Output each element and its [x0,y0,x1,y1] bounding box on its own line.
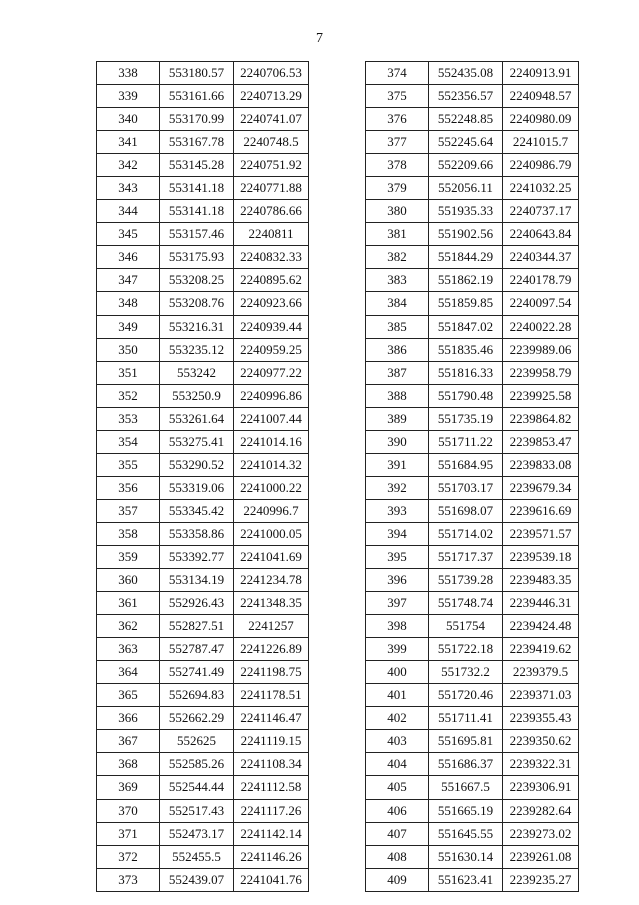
x-coordinate-cell: 552356.57 [429,85,503,108]
table-row [97,684,309,707]
x-coordinate-cell: 551935.33 [429,200,503,223]
x-coordinate-cell: 553145.28 [160,154,234,177]
point-number-cell: 362 [97,615,160,638]
y-coordinate-cell: 2240986.79 [503,154,579,177]
point-number-cell: 374 [366,62,429,85]
y-coordinate-cell: 2241015.7 [503,131,579,154]
point-number-cell: 404 [366,753,429,776]
y-coordinate-cell: 2240895.62 [234,269,309,292]
y-coordinate-cell: 2240748.5 [234,131,309,154]
table-row [366,822,579,845]
table-row [97,269,309,292]
point-number-cell: 394 [366,522,429,545]
y-coordinate-cell: 2240022.28 [503,315,579,338]
point-number-cell: 372 [97,845,160,868]
coordinates-table-right [365,61,579,892]
point-number-cell: 382 [366,246,429,269]
point-number-cell: 392 [366,476,429,499]
y-coordinate-cell: 2239958.79 [503,361,579,384]
point-number-cell: 390 [366,430,429,453]
table-row [97,85,309,108]
point-number-cell: 393 [366,499,429,522]
x-coordinate-cell: 551623.41 [429,868,503,891]
point-number-cell: 371 [97,822,160,845]
y-coordinate-cell: 2239350.62 [503,730,579,753]
y-coordinate-cell: 2241032.25 [503,177,579,200]
point-number-cell: 346 [97,246,160,269]
y-coordinate-cell: 2239616.69 [503,499,579,522]
x-coordinate-cell: 552827.51 [160,615,234,638]
table-row [97,799,309,822]
x-coordinate-cell: 551739.28 [429,569,503,592]
x-coordinate-cell: 551684.95 [429,453,503,476]
x-coordinate-cell: 553161.66 [160,85,234,108]
table-row [97,661,309,684]
x-coordinate-cell: 551665.19 [429,799,503,822]
point-number-cell: 398 [366,615,429,638]
x-coordinate-cell: 553167.78 [160,131,234,154]
x-coordinate-cell: 551835.46 [429,338,503,361]
point-number-cell: 384 [366,292,429,315]
point-number-cell: 353 [97,407,160,430]
table-row [366,522,579,545]
y-coordinate-cell: 2241041.76 [234,868,309,891]
y-coordinate-cell: 2239419.62 [503,638,579,661]
x-coordinate-cell: 553261.64 [160,407,234,430]
x-coordinate-cell: 553216.31 [160,315,234,338]
x-coordinate-cell: 553141.18 [160,177,234,200]
y-coordinate-cell: 2241000.22 [234,476,309,499]
x-coordinate-cell: 553242 [160,361,234,384]
table-row [366,661,579,684]
y-coordinate-cell: 2239833.08 [503,453,579,476]
x-coordinate-cell: 551714.02 [429,522,503,545]
y-coordinate-cell: 2239571.57 [503,522,579,545]
point-number-cell: 345 [97,223,160,246]
table-row [97,62,309,85]
y-coordinate-cell: 2240643.84 [503,223,579,246]
x-coordinate-cell: 553345.42 [160,499,234,522]
table-row [366,246,579,269]
point-number-cell: 389 [366,407,429,430]
y-coordinate-cell: 2241119.15 [234,730,309,753]
table-row [366,569,579,592]
point-number-cell: 342 [97,154,160,177]
x-coordinate-cell: 551790.48 [429,384,503,407]
point-number-cell: 377 [366,131,429,154]
point-number-cell: 396 [366,569,429,592]
x-coordinate-cell: 552435.08 [429,62,503,85]
table-row [366,453,579,476]
table-row [366,545,579,568]
y-coordinate-cell: 2240811 [234,223,309,246]
point-number-cell: 355 [97,453,160,476]
table-row [97,615,309,638]
y-coordinate-cell: 2241198.75 [234,661,309,684]
x-coordinate-cell: 553319.06 [160,476,234,499]
y-coordinate-cell: 2239446.31 [503,592,579,615]
x-coordinate-cell: 551630.14 [429,845,503,868]
point-number-cell: 364 [97,661,160,684]
y-coordinate-cell: 2240771.88 [234,177,309,200]
x-coordinate-cell: 551862.19 [429,269,503,292]
x-coordinate-cell: 552473.17 [160,822,234,845]
point-number-cell: 339 [97,85,160,108]
table-row [97,223,309,246]
table-row [366,154,579,177]
table-row [366,615,579,638]
table-row [97,499,309,522]
y-coordinate-cell: 2239989.06 [503,338,579,361]
point-number-cell: 399 [366,638,429,661]
x-coordinate-cell: 552662.29 [160,707,234,730]
x-coordinate-cell: 553157.46 [160,223,234,246]
y-coordinate-cell: 2240996.86 [234,384,309,407]
point-number-cell: 356 [97,476,160,499]
point-number-cell: 385 [366,315,429,338]
table-row [366,684,579,707]
y-coordinate-cell: 2241178.51 [234,684,309,707]
x-coordinate-cell: 551720.46 [429,684,503,707]
point-number-cell: 357 [97,499,160,522]
table-row [366,868,579,891]
x-coordinate-cell: 551711.22 [429,430,503,453]
x-coordinate-cell: 552926.43 [160,592,234,615]
y-coordinate-cell: 2239379.5 [503,661,579,684]
x-coordinate-cell: 551695.81 [429,730,503,753]
y-coordinate-cell: 2241112.58 [234,776,309,799]
y-coordinate-cell: 2240948.57 [503,85,579,108]
x-coordinate-cell: 551645.55 [429,822,503,845]
table-row [366,361,579,384]
y-coordinate-cell: 2241007.44 [234,407,309,430]
x-coordinate-cell: 552741.49 [160,661,234,684]
table-row [97,569,309,592]
y-coordinate-cell: 2240713.29 [234,85,309,108]
point-number-cell: 387 [366,361,429,384]
x-coordinate-cell: 551703.17 [429,476,503,499]
y-coordinate-cell: 2239679.34 [503,476,579,499]
table-row [97,868,309,891]
point-number-cell: 366 [97,707,160,730]
point-number-cell: 406 [366,799,429,822]
x-coordinate-cell: 552439.07 [160,868,234,891]
point-number-cell: 386 [366,338,429,361]
y-coordinate-cell: 2240980.09 [503,108,579,131]
table-row [366,430,579,453]
table-row [97,338,309,361]
x-coordinate-cell: 552694.83 [160,684,234,707]
table-row [366,200,579,223]
y-coordinate-cell: 2239424.48 [503,615,579,638]
point-number-cell: 400 [366,661,429,684]
point-number-cell: 380 [366,200,429,223]
y-coordinate-cell: 2240706.53 [234,62,309,85]
point-number-cell: 397 [366,592,429,615]
table-row [97,131,309,154]
point-number-cell: 351 [97,361,160,384]
y-coordinate-cell: 2240832.33 [234,246,309,269]
x-coordinate-cell: 551844.29 [429,246,503,269]
x-coordinate-cell: 551735.19 [429,407,503,430]
y-coordinate-cell: 2240913.91 [503,62,579,85]
point-number-cell: 383 [366,269,429,292]
y-coordinate-cell: 2241146.47 [234,707,309,730]
table-row [97,315,309,338]
x-coordinate-cell: 552625 [160,730,234,753]
table-row [97,730,309,753]
point-number-cell: 379 [366,177,429,200]
y-coordinate-cell: 2240996.7 [234,499,309,522]
table-row [97,292,309,315]
table-row [97,453,309,476]
coordinates-table-right-body [366,62,579,892]
point-number-cell: 376 [366,108,429,131]
point-number-cell: 368 [97,753,160,776]
y-coordinate-cell: 2241142.14 [234,822,309,845]
y-coordinate-cell: 2239483.35 [503,569,579,592]
point-number-cell: 363 [97,638,160,661]
y-coordinate-cell: 2239853.47 [503,430,579,453]
x-coordinate-cell: 552248.85 [429,108,503,131]
table-row [366,476,579,499]
point-number-cell: 348 [97,292,160,315]
y-coordinate-cell: 2240097.54 [503,292,579,315]
y-coordinate-cell: 2240977.22 [234,361,309,384]
y-coordinate-cell: 2241226.89 [234,638,309,661]
y-coordinate-cell: 2241257 [234,615,309,638]
x-coordinate-cell: 553141.18 [160,200,234,223]
table-row [366,315,579,338]
y-coordinate-cell: 2240786.66 [234,200,309,223]
x-coordinate-cell: 553180.57 [160,62,234,85]
table-row [366,845,579,868]
point-number-cell: 341 [97,131,160,154]
y-coordinate-cell: 2239261.08 [503,845,579,868]
table-row [97,707,309,730]
y-coordinate-cell: 2240737.17 [503,200,579,223]
point-number-cell: 391 [366,453,429,476]
y-coordinate-cell: 2240923.66 [234,292,309,315]
table-row [97,430,309,453]
x-coordinate-cell: 551711.41 [429,707,503,730]
table-row [97,200,309,223]
x-coordinate-cell: 553134.19 [160,569,234,592]
point-number-cell: 347 [97,269,160,292]
y-coordinate-cell: 2240939.44 [234,315,309,338]
point-number-cell: 354 [97,430,160,453]
y-coordinate-cell: 2239925.58 [503,384,579,407]
x-coordinate-cell: 551732.2 [429,661,503,684]
y-coordinate-cell: 2241108.34 [234,753,309,776]
point-number-cell: 344 [97,200,160,223]
x-coordinate-cell: 552544.44 [160,776,234,799]
table-row [97,753,309,776]
table-row [366,177,579,200]
point-number-cell: 370 [97,799,160,822]
point-number-cell: 361 [97,592,160,615]
y-coordinate-cell: 2239282.64 [503,799,579,822]
point-number-cell: 408 [366,845,429,868]
point-number-cell: 360 [97,569,160,592]
point-number-cell: 403 [366,730,429,753]
y-coordinate-cell: 2239371.03 [503,684,579,707]
y-coordinate-cell: 2241014.32 [234,453,309,476]
x-coordinate-cell: 553392.77 [160,545,234,568]
x-coordinate-cell: 551748.74 [429,592,503,615]
point-number-cell: 367 [97,730,160,753]
table-row [366,799,579,822]
table-row [366,776,579,799]
point-number-cell: 343 [97,177,160,200]
y-coordinate-cell: 2240751.92 [234,154,309,177]
y-coordinate-cell: 2241000.05 [234,522,309,545]
coordinates-table-left [96,61,309,892]
y-coordinate-cell: 2239864.82 [503,407,579,430]
y-coordinate-cell: 2241117.26 [234,799,309,822]
x-coordinate-cell: 551859.85 [429,292,503,315]
x-coordinate-cell: 553250.9 [160,384,234,407]
x-coordinate-cell: 553235.12 [160,338,234,361]
table-row [366,499,579,522]
table-row [366,384,579,407]
x-coordinate-cell: 551667.5 [429,776,503,799]
y-coordinate-cell: 2239273.02 [503,822,579,845]
table-row [97,638,309,661]
x-coordinate-cell: 552245.64 [429,131,503,154]
x-coordinate-cell: 552787.47 [160,638,234,661]
table-row [366,638,579,661]
point-number-cell: 402 [366,707,429,730]
table-row [366,85,579,108]
point-number-cell: 369 [97,776,160,799]
point-number-cell: 395 [366,545,429,568]
table-row [97,522,309,545]
y-coordinate-cell: 2241348.35 [234,592,309,615]
x-coordinate-cell: 553208.25 [160,269,234,292]
point-number-cell: 349 [97,315,160,338]
x-coordinate-cell: 551847.02 [429,315,503,338]
x-coordinate-cell: 551816.33 [429,361,503,384]
table-row [366,592,579,615]
point-number-cell: 358 [97,522,160,545]
x-coordinate-cell: 551902.56 [429,223,503,246]
point-number-cell: 359 [97,545,160,568]
y-coordinate-cell: 2240344.37 [503,246,579,269]
table-row [366,62,579,85]
x-coordinate-cell: 552455.5 [160,845,234,868]
point-number-cell: 365 [97,684,160,707]
point-number-cell: 407 [366,822,429,845]
point-number-cell: 340 [97,108,160,131]
table-row [97,822,309,845]
point-number-cell: 409 [366,868,429,891]
x-coordinate-cell: 551686.37 [429,753,503,776]
table-row [366,223,579,246]
x-coordinate-cell: 552056.11 [429,177,503,200]
x-coordinate-cell: 553358.86 [160,522,234,545]
coordinates-table-left-body [97,62,309,892]
point-number-cell: 338 [97,62,160,85]
y-coordinate-cell: 2241014.16 [234,430,309,453]
table-row [366,730,579,753]
y-coordinate-cell: 2240959.25 [234,338,309,361]
y-coordinate-cell: 2239539.18 [503,545,579,568]
x-coordinate-cell: 551698.07 [429,499,503,522]
y-coordinate-cell: 2240741.07 [234,108,309,131]
y-coordinate-cell: 2241234.78 [234,569,309,592]
y-coordinate-cell: 2239322.31 [503,753,579,776]
page-number: 7 [316,31,323,46]
table-row [366,108,579,131]
y-coordinate-cell: 2239235.27 [503,868,579,891]
table-row [97,545,309,568]
table-row [366,753,579,776]
x-coordinate-cell: 553208.76 [160,292,234,315]
point-number-cell: 375 [366,85,429,108]
x-coordinate-cell: 553175.93 [160,246,234,269]
table-row [97,108,309,131]
y-coordinate-cell: 2239355.43 [503,707,579,730]
x-coordinate-cell: 552517.43 [160,799,234,822]
point-number-cell: 352 [97,384,160,407]
table-row [97,384,309,407]
point-number-cell: 405 [366,776,429,799]
table-row [97,177,309,200]
point-number-cell: 388 [366,384,429,407]
table-row [366,292,579,315]
table-row [97,776,309,799]
table-row [366,707,579,730]
table-row [97,154,309,177]
y-coordinate-cell: 2240178.79 [503,269,579,292]
table-row [366,338,579,361]
x-coordinate-cell: 551722.18 [429,638,503,661]
y-coordinate-cell: 2241041.69 [234,545,309,568]
table-row [366,407,579,430]
x-coordinate-cell: 552209.66 [429,154,503,177]
table-row [97,845,309,868]
table-row [97,361,309,384]
x-coordinate-cell: 552585.26 [160,753,234,776]
point-number-cell: 401 [366,684,429,707]
table-row [97,246,309,269]
point-number-cell: 350 [97,338,160,361]
y-coordinate-cell: 2241146.26 [234,845,309,868]
x-coordinate-cell: 553170.99 [160,108,234,131]
y-coordinate-cell: 2239306.91 [503,776,579,799]
x-coordinate-cell: 553290.52 [160,453,234,476]
table-row [97,476,309,499]
point-number-cell: 381 [366,223,429,246]
point-number-cell: 373 [97,868,160,891]
table-row [97,407,309,430]
table-row [97,592,309,615]
x-coordinate-cell: 551754 [429,615,503,638]
x-coordinate-cell: 551717.37 [429,545,503,568]
table-row [366,269,579,292]
point-number-cell: 378 [366,154,429,177]
x-coordinate-cell: 553275.41 [160,430,234,453]
table-row [366,131,579,154]
